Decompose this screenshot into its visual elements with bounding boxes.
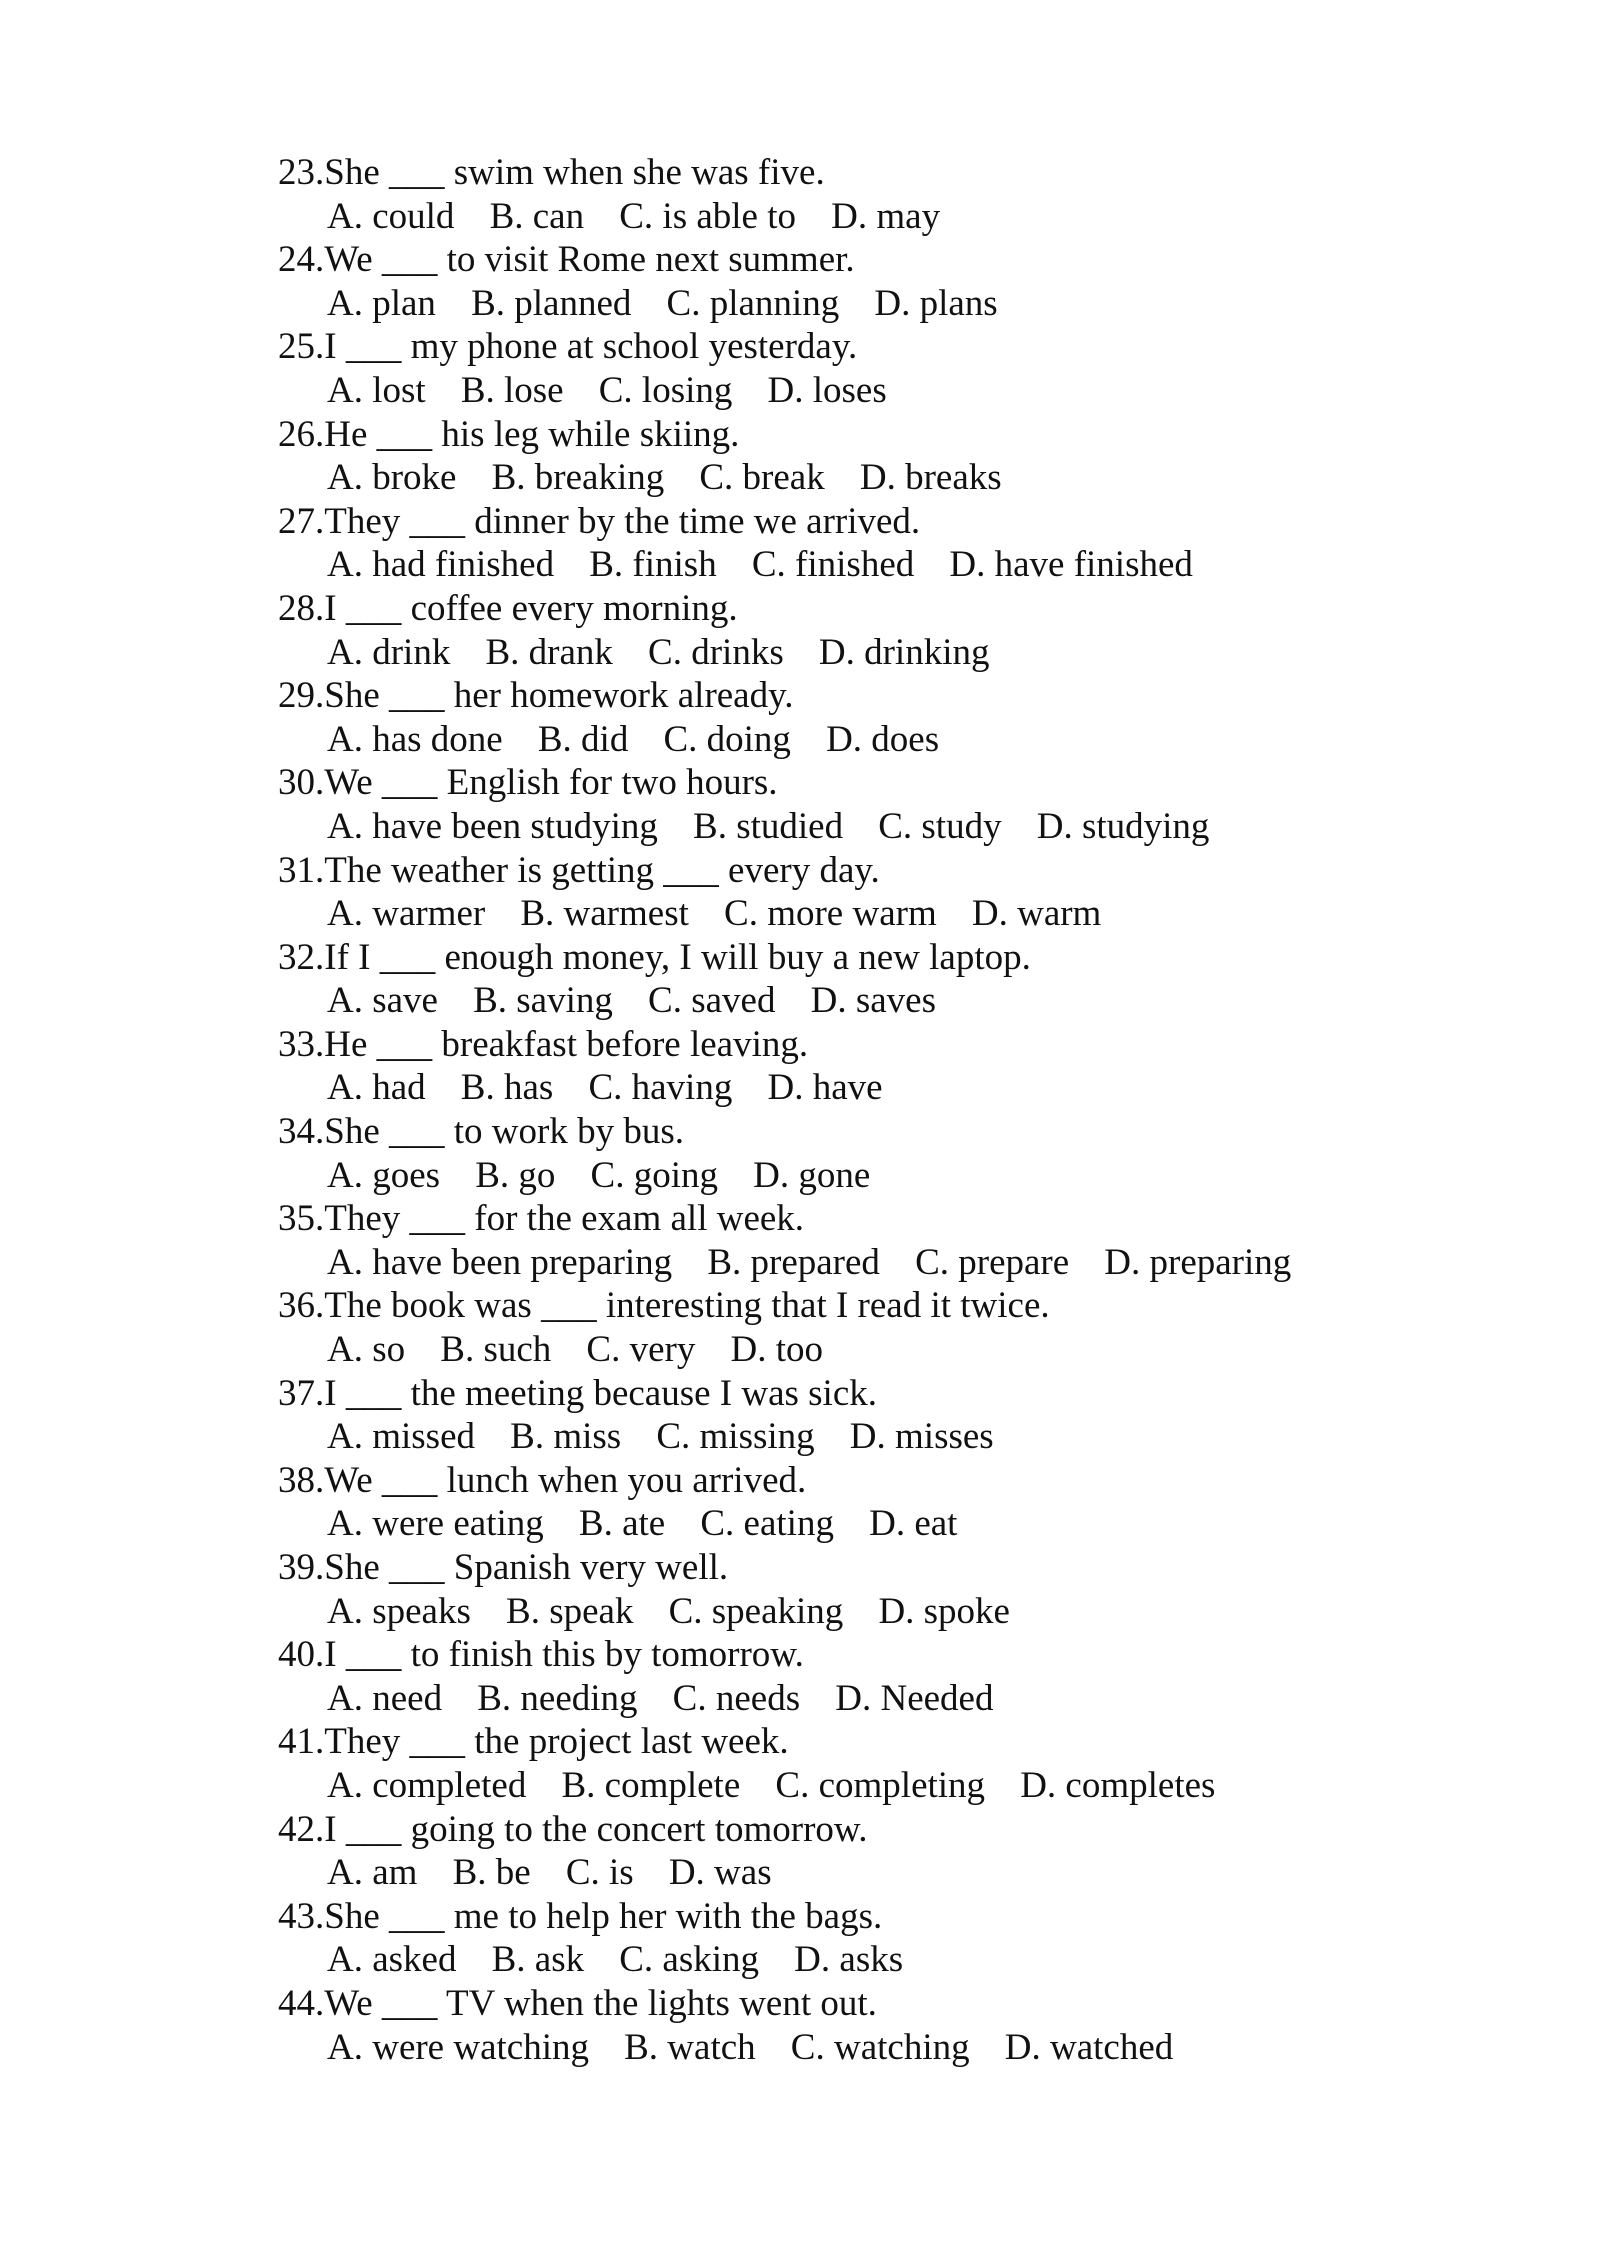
- answer-option-c: C. speaking: [668, 1590, 844, 1632]
- answer-options: [278, 1677, 1478, 1721]
- question-item: [278, 936, 1478, 1023]
- question-stem: 36.The book was ___ interesting that I read it twice.: [278, 1285, 1050, 1327]
- answer-option-c: C. finished: [751, 544, 915, 586]
- answer-option-d: D. drinking: [818, 631, 990, 673]
- answer-option-a: A. save: [327, 980, 438, 1022]
- answer-option-b: B. miss: [510, 1416, 622, 1458]
- answer-option-d: D. does: [826, 718, 940, 760]
- question-item: [278, 413, 1478, 500]
- question-item: [278, 761, 1478, 848]
- answer-option-c: C. eating: [700, 1503, 834, 1545]
- answer-option-a: A. missed: [327, 1416, 475, 1458]
- answer-options: [278, 456, 1478, 500]
- question-item: [278, 674, 1478, 761]
- question-item: [278, 1459, 1478, 1546]
- question-stem: 43.She ___ me to help her with the bags.: [278, 1895, 883, 1937]
- answer-option-b: B. prepared: [707, 1241, 880, 1283]
- question-stem: 41.They ___ the project last week.: [278, 1721, 789, 1763]
- question-stem: 32.If I ___ enough money, I will buy a new laptop.: [278, 936, 1031, 978]
- question-stem: 28.I ___ coffee every morning.: [278, 587, 738, 629]
- question-item: [278, 151, 1478, 238]
- answer-option-c: C. going: [590, 1154, 718, 1196]
- answer-option-b: B. speak: [506, 1590, 634, 1632]
- answer-option-c: C. prepare: [915, 1241, 1070, 1283]
- answer-option-a: A. plan: [327, 282, 436, 324]
- answer-option-c: C. completing: [775, 1764, 986, 1806]
- answer-option-a: A. am: [327, 1852, 418, 1894]
- answer-option-c: C. planning: [666, 282, 840, 324]
- question-stem: 44.We ___ TV when the lights went out.: [278, 1982, 877, 2024]
- question-stem: 39.She ___ Spanish very well.: [278, 1547, 729, 1588]
- question-stem: 38.We ___ lunch when you arrived.: [278, 1459, 807, 1501]
- answer-option-a: A. warmer: [327, 893, 486, 935]
- answer-options: [278, 1590, 1478, 1634]
- answer-option-d: D. misses: [849, 1416, 994, 1458]
- answer-option-a: A. had finished: [327, 544, 555, 586]
- answer-option-c: C. missing: [656, 1416, 815, 1458]
- answer-option-d: D. too: [730, 1329, 823, 1371]
- answer-option-b: B. go: [475, 1154, 556, 1196]
- question-item: [278, 1372, 1478, 1459]
- question-stem: 34.She ___ to work by bus.: [278, 1111, 684, 1153]
- answer-option-c: C. is able to: [619, 195, 797, 237]
- answer-options: [278, 1938, 1478, 1982]
- answer-option-a: A. has done: [327, 718, 503, 760]
- answer-option-d: D. breaks: [859, 457, 1002, 499]
- answer-option-b: B. such: [440, 1329, 552, 1371]
- answer-option-b: B. saving: [473, 980, 613, 1022]
- answer-options: [278, 1241, 1478, 1285]
- answer-option-c: C. having: [588, 1067, 733, 1109]
- answer-option-a: A. need: [327, 1677, 443, 1719]
- answer-option-b: B. has: [460, 1067, 554, 1109]
- answer-options: [278, 1764, 1478, 1808]
- answer-option-c: C. needs: [672, 1677, 801, 1719]
- answer-option-d: D. warm: [971, 893, 1102, 935]
- answer-options: [278, 892, 1478, 936]
- answer-options: [278, 282, 1478, 326]
- answer-option-b: B. did: [537, 718, 629, 760]
- answer-options: [278, 805, 1478, 849]
- answer-options: [278, 718, 1478, 762]
- answer-option-c: C. drinks: [648, 631, 784, 673]
- answer-options: [278, 1502, 1478, 1546]
- answer-option-c: C. study: [878, 805, 1002, 847]
- answer-option-b: B. watch: [624, 2026, 756, 2068]
- answer-options: [278, 2026, 1478, 2070]
- question-stem: 42.I ___ going to the concert tomorrow.: [278, 1808, 868, 1850]
- answer-option-d: D. asks: [794, 1939, 904, 1981]
- answer-option-d: D. gone: [753, 1154, 871, 1196]
- answer-option-a: A. drink: [327, 631, 451, 673]
- question-stem: 24.We ___ to visit Rome next summer.: [278, 239, 855, 281]
- answer-option-a: A. asked: [327, 1939, 457, 1981]
- question-stem: 40.I ___ to finish this by tomorrow.: [278, 1634, 804, 1676]
- question-item: [278, 1895, 1478, 1982]
- answer-option-a: A. were eating: [327, 1503, 544, 1545]
- answer-option-a: A. were watching: [327, 2026, 589, 2068]
- question-item: [278, 1808, 1478, 1895]
- answer-option-b: B. finish: [589, 544, 717, 586]
- question-stem: 29.She ___ her homework already.: [278, 675, 794, 717]
- question-item: [278, 1284, 1478, 1371]
- answer-option-d: D. completes: [1020, 1764, 1216, 1806]
- answer-option-b: B. drank: [485, 631, 613, 673]
- question-item: [278, 587, 1478, 674]
- answer-option-d: D. plans: [874, 282, 998, 324]
- answer-option-d: D. saves: [810, 980, 936, 1022]
- answer-options: [278, 195, 1478, 239]
- question-item: [278, 1197, 1478, 1284]
- answer-option-d: D. watched: [1004, 2026, 1174, 2068]
- question-stem: 33.He ___ breakfast before leaving.: [278, 1023, 809, 1065]
- answer-option-d: D. eat: [869, 1503, 958, 1545]
- answer-options: [278, 1415, 1478, 1459]
- question-item: [278, 1023, 1478, 1110]
- answer-option-b: B. complete: [561, 1764, 741, 1806]
- question-stem: 31.The weather is getting ___ every day.: [278, 849, 880, 891]
- question-item: [278, 1110, 1478, 1197]
- question-stem: 30.We ___ English for two hours.: [278, 762, 778, 804]
- answer-option-c: C. asking: [619, 1939, 760, 1981]
- question-item: [278, 500, 1478, 587]
- answer-option-a: A. have been studying: [327, 805, 658, 847]
- answer-option-a: A. could: [327, 195, 455, 237]
- answer-option-c: C. watching: [790, 2026, 970, 2068]
- answer-option-b: B. planned: [471, 282, 632, 324]
- answer-option-b: B. lose: [460, 369, 564, 411]
- answer-options: [278, 631, 1478, 675]
- answer-option-b: B. ate: [578, 1503, 666, 1545]
- answer-options: [278, 1154, 1478, 1198]
- question-stem: 27.They ___ dinner by the time we arrived.: [278, 500, 921, 542]
- answer-options: [278, 1851, 1478, 1895]
- question-item: [278, 849, 1478, 936]
- answer-option-c: C. doing: [663, 718, 791, 760]
- question-stem: 25.I ___ my phone at school yesterday.: [278, 326, 858, 368]
- question-stem: 35.They ___ for the exam all week.: [278, 1198, 805, 1240]
- answer-option-c: C. losing: [598, 369, 733, 411]
- answer-options: [278, 979, 1478, 1023]
- answer-option-b: B. studied: [693, 805, 844, 847]
- answer-option-d: D. loses: [767, 369, 887, 411]
- answer-option-b: B. needing: [477, 1677, 638, 1719]
- answer-option-d: D. have: [767, 1067, 883, 1109]
- answer-options: [278, 1328, 1478, 1372]
- answer-option-c: C. very: [586, 1329, 696, 1371]
- answer-option-a: A. lost: [327, 369, 426, 411]
- answer-option-b: B. breaking: [491, 457, 665, 499]
- answer-option-c: C. break: [699, 457, 825, 499]
- answer-option-c: C. saved: [648, 980, 776, 1022]
- answer-option-c: C. more warm: [724, 893, 937, 935]
- question-list: [278, 151, 1478, 2069]
- question-item: [278, 1633, 1478, 1720]
- answer-option-a: A. broke: [327, 457, 457, 499]
- question-stem: 26.He ___ his leg while skiing.: [278, 413, 740, 455]
- answer-option-d: D. studying: [1036, 805, 1210, 847]
- answer-option-d: D. spoke: [878, 1590, 1010, 1632]
- answer-option-a: A. had: [327, 1067, 426, 1109]
- question-item: [278, 238, 1478, 325]
- question-item: [278, 325, 1478, 412]
- answer-option-a: A. speaks: [327, 1590, 471, 1632]
- answer-option-d: D. Needed: [835, 1677, 994, 1719]
- answer-options: [278, 369, 1478, 413]
- answer-option-a: A. so: [327, 1329, 406, 1371]
- answer-options: [278, 543, 1478, 587]
- answer-option-c: C. is: [565, 1852, 634, 1894]
- answer-option-b: B. warmest: [520, 893, 689, 935]
- answer-option-b: B. ask: [491, 1939, 585, 1981]
- question-item: [278, 1982, 1478, 2069]
- question-stem: 23.She ___ swim when she was five.: [278, 152, 825, 193]
- answer-option-b: B. be: [452, 1852, 531, 1894]
- question-stem: 37.I ___ the meeting because I was sick.: [278, 1372, 878, 1414]
- question-item: [278, 1546, 1478, 1633]
- answer-option-d: D. may: [831, 195, 941, 237]
- answer-option-a: A. goes: [327, 1154, 441, 1196]
- answer-option-b: B. can: [489, 195, 585, 237]
- answer-option-d: D. was: [668, 1852, 772, 1894]
- answer-option-d: D. have finished: [949, 544, 1193, 586]
- answer-option-d: D. preparing: [1104, 1241, 1292, 1283]
- answer-options: [278, 1066, 1478, 1110]
- answer-option-a: A. have been preparing: [327, 1241, 673, 1283]
- answer-option-a: A. completed: [327, 1764, 527, 1806]
- question-item: [278, 1720, 1478, 1807]
